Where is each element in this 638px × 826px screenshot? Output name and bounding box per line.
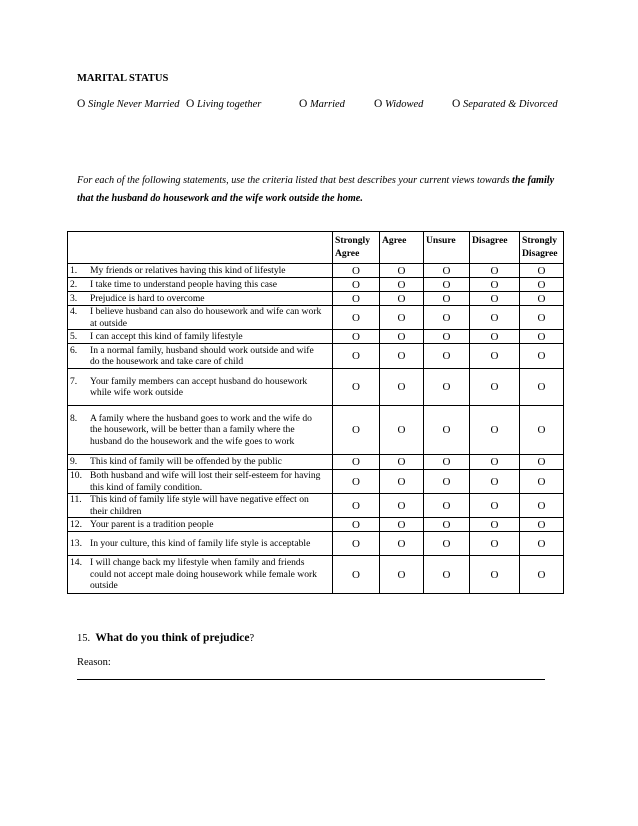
statement-cell (68, 264, 333, 278)
statement-number: 12. (70, 518, 82, 530)
choice-unsure[interactable]: O (424, 455, 470, 470)
table-row (68, 292, 564, 306)
choice-strongly-disagree[interactable]: O (520, 406, 564, 455)
choice-strongly-disagree[interactable]: O (520, 518, 564, 532)
choice-strongly-agree[interactable]: O (333, 406, 380, 455)
option-label: Living together (196, 99, 262, 110)
reason-label: Reason: (77, 657, 111, 668)
choice-strongly-agree[interactable]: O (333, 532, 380, 556)
statement-cell (68, 292, 333, 306)
choice-strongly-agree[interactable]: O (333, 556, 380, 594)
choice-disagree[interactable]: O (470, 306, 520, 330)
choice-disagree[interactable]: O (470, 278, 520, 292)
table-row (68, 455, 564, 470)
choice-strongly-agree[interactable]: O (333, 470, 380, 494)
statement-text: My friends or relatives having this kind of lifestyle (90, 264, 286, 276)
choice-strongly-disagree[interactable]: O (520, 306, 564, 330)
choice-agree[interactable]: O (380, 264, 424, 278)
choice-strongly-disagree[interactable]: O (520, 556, 564, 594)
header-strongly-disagree: Strongly Disagree (520, 232, 564, 264)
statement-cell (68, 344, 333, 369)
choice-strongly-disagree[interactable]: O (520, 455, 564, 470)
instructions-text: For each of the following statements, use the criteria listed that best describes your current views towards (77, 175, 512, 186)
choice-agree[interactable]: O (380, 556, 424, 594)
statement-cell (68, 369, 333, 406)
choice-disagree[interactable]: O (470, 470, 520, 494)
table-row (68, 344, 564, 369)
option-living-together[interactable] (186, 98, 261, 110)
choice-unsure[interactable]: O (424, 264, 470, 278)
statement-cell (68, 556, 333, 594)
choice-unsure[interactable]: O (424, 518, 470, 532)
option-separated-divorced[interactable] (452, 98, 558, 110)
choice-strongly-disagree[interactable]: O (520, 470, 564, 494)
statement-text: This kind of family life style will have negative effect on their children (90, 494, 309, 517)
statement-text: Prejudice is hard to overcome (90, 292, 205, 304)
statement-number: 5. (70, 330, 78, 342)
header-agree: Agree (380, 232, 424, 264)
statement-number: 6. (70, 344, 78, 356)
statement-header (68, 232, 333, 264)
option-single-never-married[interactable] (77, 98, 180, 110)
instructions-paragraph (77, 172, 562, 208)
radio-marker[interactable]: O (452, 98, 461, 110)
choice-unsure[interactable]: O (424, 406, 470, 455)
table-row (68, 470, 564, 494)
choice-disagree[interactable]: O (470, 292, 520, 306)
choice-strongly-agree[interactable]: O (333, 264, 380, 278)
marital-status-options (0, 98, 638, 114)
statement-text: This kind of family will be offended by the public (90, 456, 282, 468)
choice-strongly-agree[interactable]: O (333, 278, 380, 292)
choice-agree[interactable]: O (380, 330, 424, 344)
choice-agree[interactable]: O (380, 470, 424, 494)
statement-number: 4. (70, 306, 78, 317)
option-label: Single Never Married (87, 99, 180, 110)
choice-disagree[interactable]: O (470, 344, 520, 369)
likert-table (67, 231, 564, 594)
statement-text: I can accept this kind of family lifestyle (90, 330, 243, 342)
choice-disagree[interactable]: O (470, 518, 520, 532)
statement-number: 2. (70, 278, 78, 290)
choice-unsure[interactable]: O (424, 532, 470, 556)
header-disagree: Disagree (470, 232, 520, 264)
choice-strongly-agree[interactable]: O (333, 369, 380, 406)
question-text: What do you think of prejudice (95, 632, 250, 644)
statement-number: 13. (70, 537, 82, 549)
choice-disagree[interactable]: O (470, 556, 520, 594)
statement-cell (68, 494, 333, 518)
statement-number: 11. (70, 494, 82, 505)
statement-text: Your parent is a tradition people (90, 518, 214, 530)
choice-strongly-disagree[interactable]: O (520, 369, 564, 406)
statement-cell (68, 406, 333, 455)
choice-agree[interactable]: O (380, 306, 424, 330)
choice-strongly-agree[interactable]: O (333, 306, 380, 330)
header-unsure: Unsure (424, 232, 470, 264)
statement-text: I take time to understand people having this case (90, 278, 278, 290)
choice-strongly-disagree[interactable]: O (520, 330, 564, 344)
table-row (68, 306, 564, 330)
choice-strongly-disagree[interactable]: O (520, 532, 564, 556)
choice-unsure[interactable]: O (424, 494, 470, 518)
choice-agree[interactable]: O (380, 278, 424, 292)
choice-unsure[interactable]: O (424, 278, 470, 292)
option-married[interactable] (299, 98, 345, 110)
choice-agree[interactable]: O (380, 494, 424, 518)
choice-agree[interactable]: O (380, 369, 424, 406)
choice-disagree[interactable]: O (470, 264, 520, 278)
choice-unsure[interactable]: O (424, 344, 470, 369)
table-row (68, 518, 564, 532)
statement-text: I believe husband can also do housework and wife can work at outside (90, 306, 322, 329)
radio-marker[interactable]: O (77, 98, 86, 110)
table-row (68, 532, 564, 556)
statement-cell (68, 532, 333, 556)
statement-cell (68, 306, 333, 330)
statement-number: 7. (70, 375, 78, 387)
statement-number: 3. (70, 292, 78, 304)
choice-strongly-disagree[interactable]: O (520, 494, 564, 518)
table-row (68, 406, 564, 455)
choice-disagree[interactable]: O (470, 369, 520, 406)
statement-text: In your culture, this kind of family life style is acceptable (90, 537, 311, 549)
statement-text: Your family members can accept husband do housework while wife work outside (90, 375, 308, 398)
statement-number: 1. (70, 264, 78, 276)
choice-disagree[interactable]: O (470, 494, 520, 518)
statement-text: A family where the husband goes to work and the wife do the housework, will be better than a family where the husband do the housework and the wife goes to work (90, 412, 312, 447)
choice-strongly-disagree[interactable]: O (520, 344, 564, 369)
choice-agree[interactable]: O (380, 532, 424, 556)
choice-strongly-disagree[interactable]: O (520, 278, 564, 292)
header-strongly-agree: Strongly Agree (333, 232, 380, 264)
option-label: Separated & Divorced (462, 99, 558, 110)
choice-unsure[interactable]: O (424, 556, 470, 594)
question-mark: ? (249, 633, 255, 644)
choice-disagree[interactable]: O (470, 532, 520, 556)
choice-strongly-disagree[interactable]: O (520, 292, 564, 306)
option-widowed[interactable] (374, 98, 423, 110)
statement-number: 10. (70, 470, 82, 481)
statement-cell (68, 455, 333, 470)
choice-unsure[interactable]: O (424, 330, 470, 344)
statement-number: 14. (70, 557, 82, 569)
statement-text: In a normal family, husband should work outside and wife do the housework and take care of child (90, 344, 314, 367)
statement-number: 9. (70, 456, 78, 468)
table-row (68, 264, 564, 278)
table-row (68, 278, 564, 292)
table-row (68, 556, 564, 594)
statement-cell (68, 278, 333, 292)
choice-agree[interactable]: O (380, 344, 424, 369)
instructions-topic: the family that the husband do housework and the wife work outside the home. (77, 175, 555, 204)
choice-unsure[interactable]: O (424, 306, 470, 330)
statement-cell (68, 518, 333, 532)
table-row (68, 369, 564, 406)
option-label: Widowed (384, 99, 424, 110)
choice-strongly-agree[interactable]: O (333, 455, 380, 470)
choice-agree[interactable]: O (380, 518, 424, 532)
choice-strongly-agree[interactable]: O (333, 344, 380, 369)
choice-unsure[interactable]: O (424, 470, 470, 494)
question-number: 15. (77, 633, 91, 644)
choice-strongly-disagree[interactable]: O (520, 264, 564, 278)
choice-unsure[interactable]: O (424, 292, 470, 306)
choice-disagree[interactable]: O (470, 455, 520, 470)
choice-strongly-agree[interactable]: O (333, 330, 380, 344)
choice-unsure[interactable]: O (424, 369, 470, 406)
reason-answer-line[interactable] (77, 679, 545, 680)
radio-marker[interactable]: O (374, 98, 383, 110)
question-15 (77, 632, 254, 644)
choice-disagree[interactable]: O (470, 330, 520, 344)
marital-status-heading: MARITAL STATUS (77, 73, 169, 84)
choice-agree[interactable]: O (380, 455, 424, 470)
choice-disagree[interactable]: O (470, 406, 520, 455)
table-row (68, 330, 564, 344)
radio-marker[interactable]: O (186, 98, 195, 110)
statement-cell (68, 330, 333, 344)
statement-text: Both husband and wife will lost their self-esteem for having this kind of family condition. (90, 470, 321, 493)
table-row (68, 494, 564, 518)
option-label: Married (309, 99, 345, 110)
choice-strongly-agree[interactable]: O (333, 292, 380, 306)
statement-cell (68, 470, 333, 494)
statement-number: 8. (70, 412, 78, 424)
choice-strongly-agree[interactable]: O (333, 494, 380, 518)
choice-agree[interactable]: O (380, 406, 424, 455)
radio-marker[interactable]: O (299, 98, 308, 110)
choice-strongly-agree[interactable]: O (333, 518, 380, 532)
table-header-row (68, 232, 564, 264)
table-body (68, 264, 564, 594)
choice-agree[interactable]: O (380, 292, 424, 306)
statement-text: I will change back my lifestyle when family and friends could not accept male doing housework while female work outside (90, 557, 317, 592)
